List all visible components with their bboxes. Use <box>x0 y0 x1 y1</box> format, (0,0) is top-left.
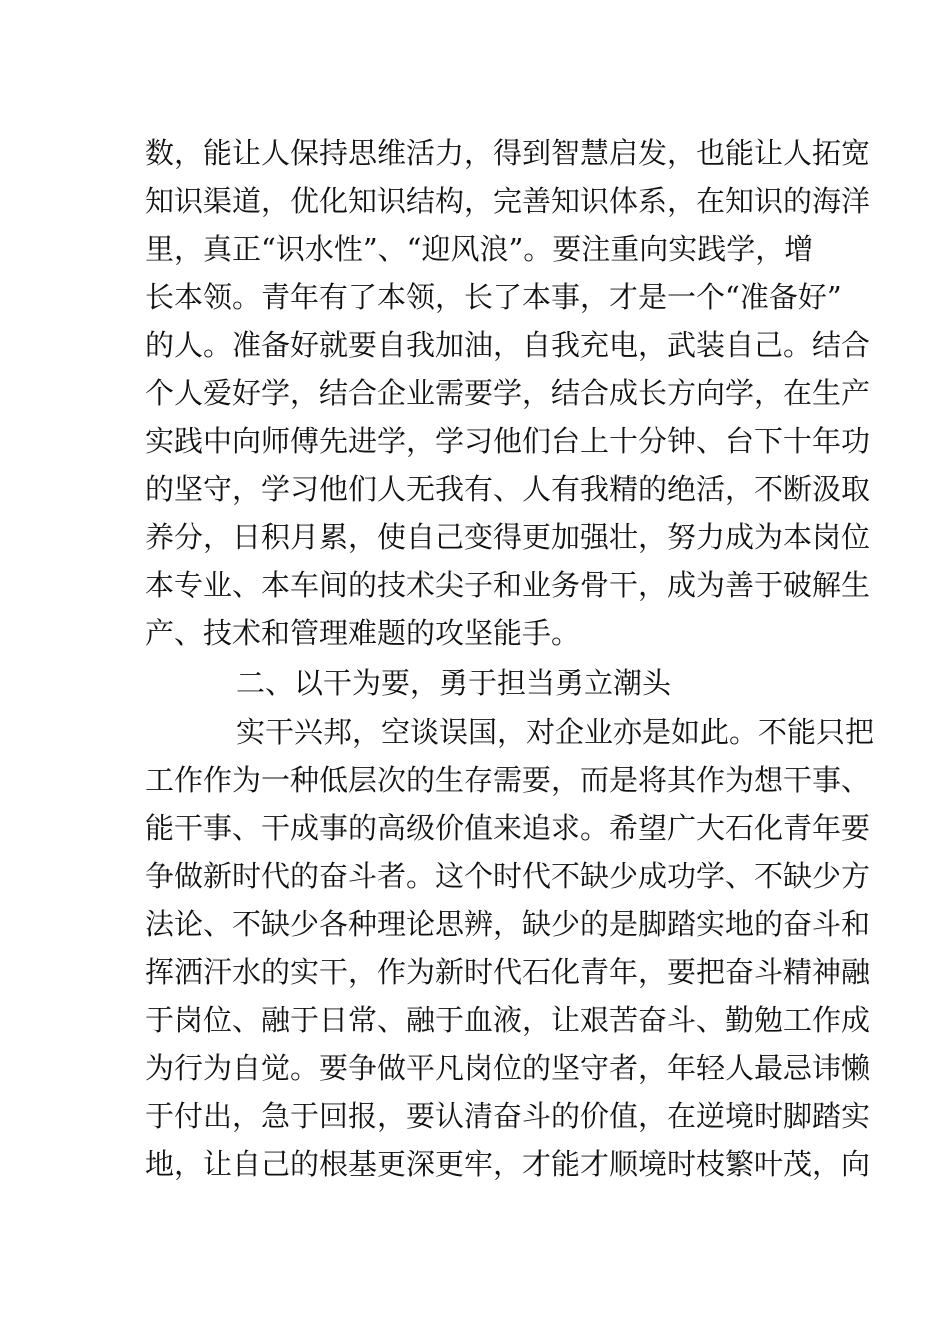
text-line: 争做新时代的奋斗者。这个时代不缺少成功学、不缺少方 <box>145 859 871 893</box>
text-line: 个人爱好学，结合企业需要学，结合成长方向学，在生产 <box>145 376 871 410</box>
text-line: 为行为自觉。要争做平凡岗位的坚守者，年轻人最忌讳懒 <box>145 1051 871 1085</box>
text-line: 法论、不缺少各种理论思辨，缺少的是脚踏实地的奋斗和 <box>145 907 871 941</box>
text-line: 的坚守，学习他们人无我有、人有我精的绝活，不断汲取 <box>145 472 871 506</box>
text-line: 于岗位、融于日常、融于血液，让艰苦奋斗、勤勉工作成 <box>145 1003 871 1037</box>
text-line: 工作作为一种低层次的生存需要，而是将其作为想干事、 <box>145 763 871 797</box>
section-heading: 二、以干为要，勇于担当勇立潮头 <box>236 666 672 700</box>
text-line: 于付出，急于回报，要认清奋斗的价值，在逆境时脚踏实 <box>145 1099 871 1133</box>
text-line: 产、技术和管理难题的攻坚能手。 <box>145 616 581 650</box>
text-line: 里，真正“识水性”、“迎风浪”。要注重向实践学，增 <box>145 232 814 266</box>
text-line: 养分，日积月累，使自己变得更加强壮，努力成为本岗位 <box>145 520 871 554</box>
text-line: 能干事、干成事的高级价值来追求。希望广大石化青年要 <box>145 811 871 845</box>
text-line: 知识渠道，优化知识结构，完善知识体系，在知识的海洋 <box>145 184 871 218</box>
text-line: 地，让自己的根基更深更牢，才能才顺境时枝繁叶茂，向 <box>145 1147 871 1181</box>
text-line: 实干兴邦，空谈误国，对企业亦是如此。不能只把 <box>236 715 875 749</box>
text-line: 实践中向师傅先进学，学习他们台上十分钟、台下十年功 <box>145 424 871 458</box>
text-line: 的人。准备好就要自我加油，自我充电，武装自己。结合 <box>145 328 871 362</box>
text-line: 挥洒汗水的实干，作为新时代石化青年，要把奋斗精神融 <box>145 955 871 989</box>
text-line: 本专业、本车间的技术尖子和业务骨干，成为善于破解生 <box>145 568 871 602</box>
text-line: 数，能让人保持思维活力，得到智慧启发，也能让人拓宽 <box>145 136 871 170</box>
text-line: 长本领。青年有了本领，长了本事，才是一个“准备好” <box>145 280 842 314</box>
